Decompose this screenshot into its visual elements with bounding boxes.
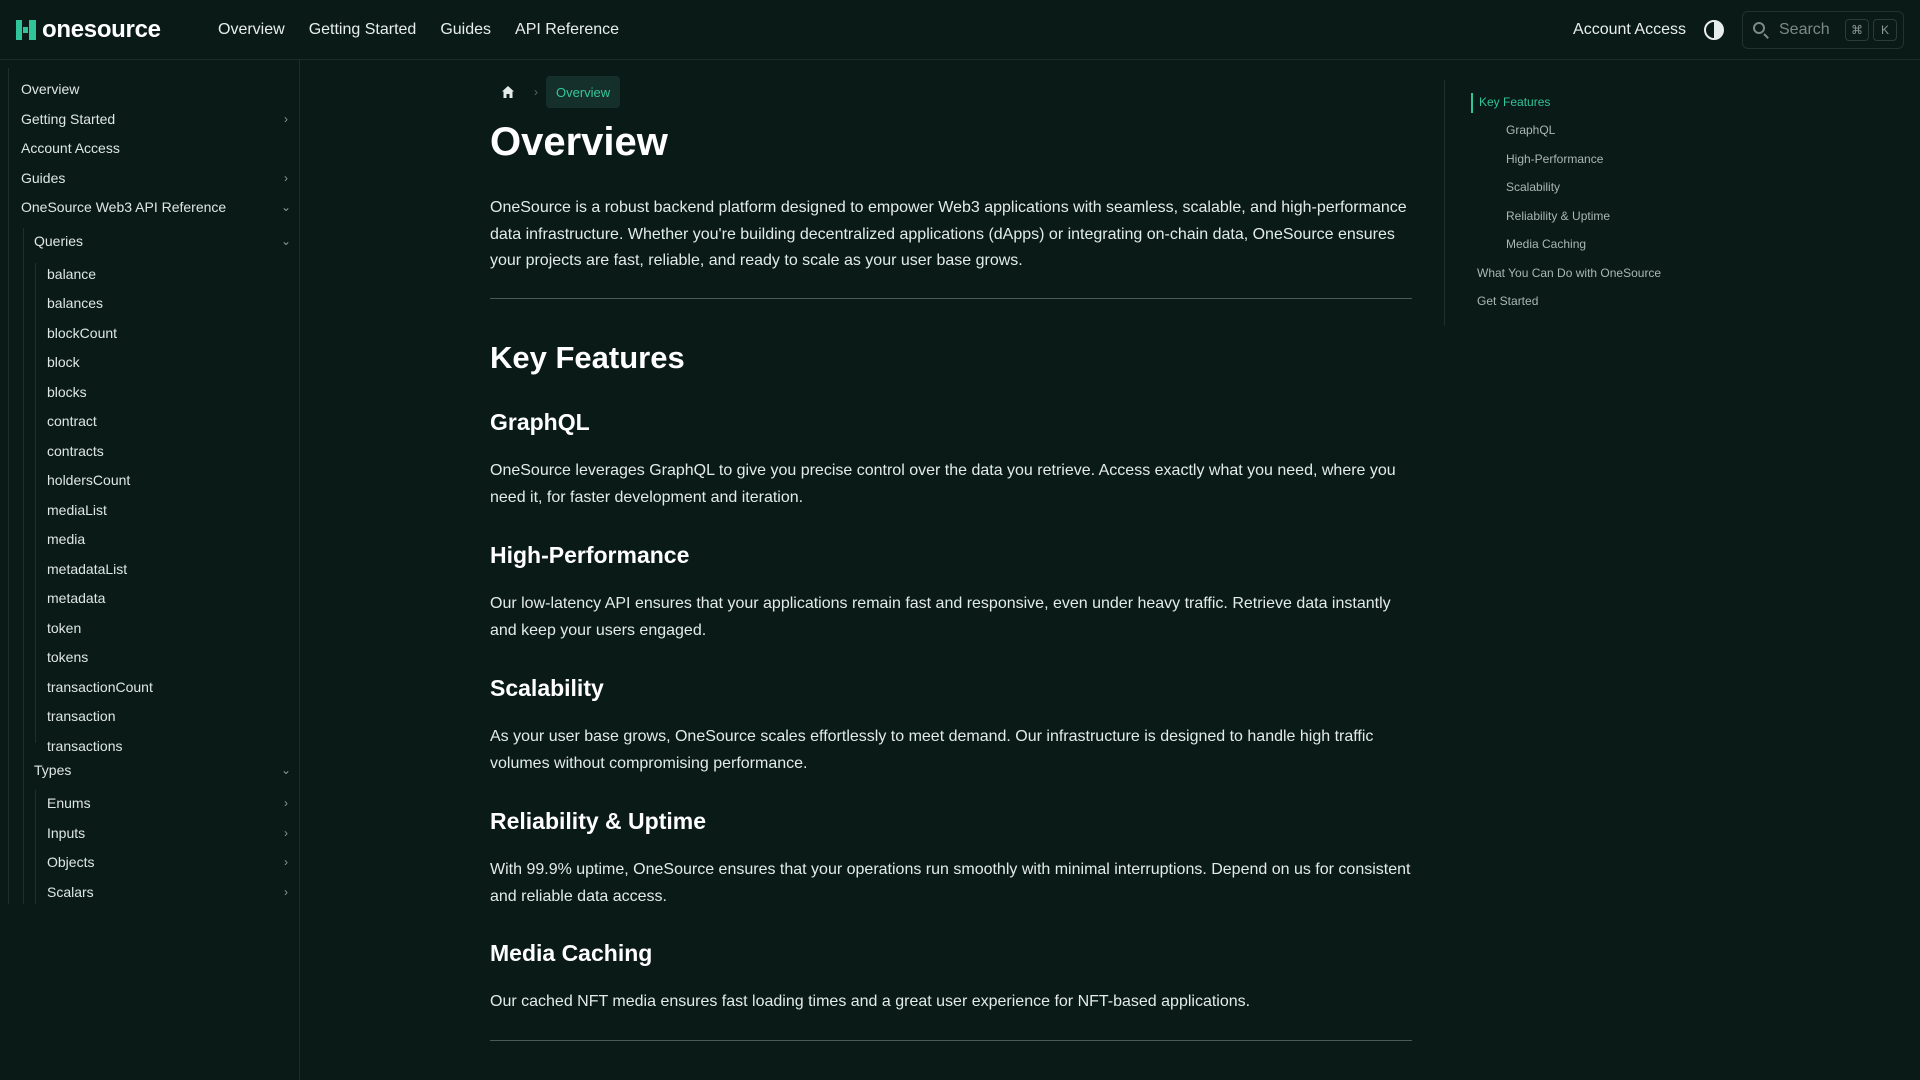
sidebar-item-label: Types xyxy=(34,762,72,778)
divider xyxy=(490,298,1412,299)
sidebar xyxy=(0,60,300,1080)
sidebar-item-contract[interactable] xyxy=(47,408,293,434)
sidebar-item-blocks[interactable] xyxy=(47,379,293,405)
divider xyxy=(490,1040,1412,1041)
toc-item-get-started[interactable]: Get Started xyxy=(1477,294,1539,308)
toc-item-high-performance[interactable]: High-Performance xyxy=(1506,152,1604,166)
sidebar-item-label: Getting Started xyxy=(21,111,116,127)
search-icon xyxy=(1753,22,1769,38)
sidebar-item-label: tokens xyxy=(47,649,89,665)
sidebar-item-transaction[interactable] xyxy=(47,703,293,729)
sidebar-item-label: mediaList xyxy=(47,502,107,518)
chevron-right-icon: › xyxy=(284,885,288,899)
sidebar-item-account-access[interactable] xyxy=(21,135,293,161)
chevron-right-icon: › xyxy=(284,796,288,810)
heading-key-features: Key Features xyxy=(490,340,685,375)
paragraph-graphql: OneSource leverages GraphQL to give you precise control over the data you retrieve. Access exactly what you need, where you need it, for faster development and iteration. xyxy=(490,462,1396,506)
logo[interactable] xyxy=(16,16,186,44)
topnav-overview[interactable]: Overview xyxy=(218,20,285,38)
toc-item-what-you-can-do[interactable]: What You Can Do with OneSource xyxy=(1477,266,1662,280)
sidebar-item-label: Enums xyxy=(47,795,91,811)
sidebar-item-enums[interactable] xyxy=(47,790,293,816)
sidebar-item-tokens[interactable] xyxy=(47,644,293,670)
topnav-api-reference[interactable]: API Reference xyxy=(515,20,620,38)
sidebar-item-label: balance xyxy=(47,266,97,282)
sidebar-item-label: transactions xyxy=(47,738,123,754)
search-placeholder: Search xyxy=(1779,20,1830,38)
sidebar-item-metadata[interactable] xyxy=(47,585,293,611)
sidebar-item-scalars[interactable] xyxy=(47,879,293,905)
topnav-guides[interactable]: Guides xyxy=(440,20,492,38)
sidebar-item-label: Overview xyxy=(21,81,80,97)
heading-media-caching: Media Caching xyxy=(490,940,653,966)
table-of-contents xyxy=(1444,80,1704,326)
sidebar-item-medialist[interactable] xyxy=(47,497,293,523)
sidebar-item-contracts[interactable] xyxy=(47,438,293,464)
sidebar-item-label: metadataList xyxy=(47,561,128,577)
sidebar-subtree-rule xyxy=(23,228,24,904)
chevron-right-icon: › xyxy=(284,826,288,840)
sidebar-types-rule xyxy=(35,790,36,904)
sidebar-item-balances[interactable] xyxy=(47,290,293,316)
sidebar-item-label: contracts xyxy=(47,443,104,459)
paragraph-scalability: As your user base grows, OneSource scales effortlessly to meet demand. Our infrastructure is designed to handle high traffic volumes without compromising performance. xyxy=(490,728,1374,772)
paragraph-media-caching: Our cached NFT media ensures fast loading times and a great user experience for NFT-based applications. xyxy=(490,993,1251,1010)
sidebar-item-balance[interactable] xyxy=(47,261,293,287)
page-title: Overview xyxy=(490,120,668,164)
top-nav xyxy=(218,21,643,39)
chevron-right-icon: › xyxy=(284,855,288,869)
logo-mark-icon xyxy=(16,20,36,40)
sidebar-item-label: Guides xyxy=(21,170,66,186)
sidebar-item-blockcount[interactable] xyxy=(47,320,293,346)
sidebar-item-token[interactable] xyxy=(47,615,293,641)
toc-item-reliability[interactable]: Reliability & Uptime xyxy=(1506,209,1611,223)
home-icon[interactable] xyxy=(490,76,526,108)
sidebar-item-label: transaction xyxy=(47,708,116,724)
sidebar-item-api-reference[interactable] xyxy=(21,194,293,220)
sidebar-item-label: Queries xyxy=(34,233,84,249)
sidebar-tree xyxy=(8,68,298,904)
sidebar-item-label: Objects xyxy=(47,854,95,870)
logo-text: onesource xyxy=(42,15,161,43)
sidebar-item-label: Inputs xyxy=(47,825,86,841)
sidebar-item-label: metadata xyxy=(47,590,106,606)
sidebar-item-label: Account Access xyxy=(21,140,120,156)
sidebar-item-block[interactable] xyxy=(47,349,293,375)
sidebar-item-label: block xyxy=(47,354,80,370)
sidebar-item-label: blocks xyxy=(47,384,87,400)
top-right-controls xyxy=(1573,11,1904,49)
sidebar-item-inputs[interactable] xyxy=(47,820,293,846)
heading-high-performance: High-Performance xyxy=(490,542,690,568)
paragraph-high-performance: Our low-latency API ensures that your applications remain fast and responsive, even under heavy traffic. Retrieve data instantly and keep your users engaged. xyxy=(490,595,1391,639)
chevron-right-icon: › xyxy=(534,85,538,99)
sidebar-item-label: media xyxy=(47,531,86,547)
sidebar-item-guides[interactable] xyxy=(21,165,293,191)
contrast-icon[interactable] xyxy=(1704,20,1724,40)
paragraph-reliability: With 99.9% uptime, OneSource ensures that your operations run smoothly with minimal interruptions. Depend on us for consistent and reliable data access. xyxy=(490,861,1411,905)
sidebar-item-media[interactable] xyxy=(47,526,293,552)
kbd-command: ⌘ xyxy=(1845,19,1869,41)
toc-item-key-features[interactable]: Key Features xyxy=(1479,95,1551,109)
heading-reliability: Reliability & Uptime xyxy=(490,808,706,834)
breadcrumb-current: Overview xyxy=(546,76,620,108)
sidebar-item-holderscount[interactable] xyxy=(47,467,293,493)
sidebar-item-queries[interactable] xyxy=(34,228,293,254)
sidebar-item-label: transactionCount xyxy=(47,679,153,695)
chevron-down-icon: ⌄ xyxy=(280,200,292,214)
toc-item-media-caching[interactable]: Media Caching xyxy=(1506,237,1587,251)
sidebar-item-label: contract xyxy=(47,413,97,429)
sidebar-item-objects[interactable] xyxy=(47,849,293,875)
account-access-link[interactable]: Account Access xyxy=(1573,20,1686,38)
sidebar-item-label: OneSource Web3 API Reference xyxy=(21,199,227,215)
chevron-down-icon: ⌄ xyxy=(280,234,292,248)
sidebar-item-label: blockCount xyxy=(47,325,118,341)
toc-item-graphql[interactable]: GraphQL xyxy=(1506,123,1556,137)
sidebar-item-metadatalist[interactable] xyxy=(47,556,293,582)
kbd-k: K xyxy=(1873,19,1897,41)
topnav-getting-started[interactable]: Getting Started xyxy=(308,20,417,38)
chevron-right-icon: › xyxy=(284,171,288,185)
sidebar-item-label: token xyxy=(47,620,82,636)
breadcrumb xyxy=(490,76,620,108)
top-bar xyxy=(0,0,1920,60)
sidebar-item-label: balances xyxy=(47,295,104,311)
sidebar-item-transactions[interactable] xyxy=(47,733,293,759)
chevron-right-icon: › xyxy=(284,112,288,126)
chevron-down-icon: ⌄ xyxy=(280,763,292,777)
heading-graphql: GraphQL xyxy=(490,409,590,435)
sidebar-item-overview[interactable] xyxy=(21,76,293,102)
sidebar-item-label: Scalars xyxy=(47,884,94,900)
sidebar-queries-rule xyxy=(35,263,36,743)
sidebar-item-label: holdersCount xyxy=(47,472,131,488)
toc-active-indicator xyxy=(1471,93,1473,113)
sidebar-item-types[interactable] xyxy=(34,757,293,783)
toc-item-scalability[interactable]: Scalability xyxy=(1506,180,1561,194)
intro-paragraph: OneSource is a robust backend platform designed to empower Web3 applications with seamless, scalable, and high-performance data infrastructure. Whether you're building decentralized applications (dApps) or integrating on-chain data, OneSource ensures your projects are fast, reliable, and ready to scale as your user base grows. xyxy=(490,199,1407,269)
sidebar-item-transactioncount[interactable] xyxy=(47,674,293,700)
heading-scalability: Scalability xyxy=(490,675,604,701)
sidebar-item-getting-started[interactable] xyxy=(21,106,293,132)
search-button[interactable] xyxy=(1742,11,1904,49)
